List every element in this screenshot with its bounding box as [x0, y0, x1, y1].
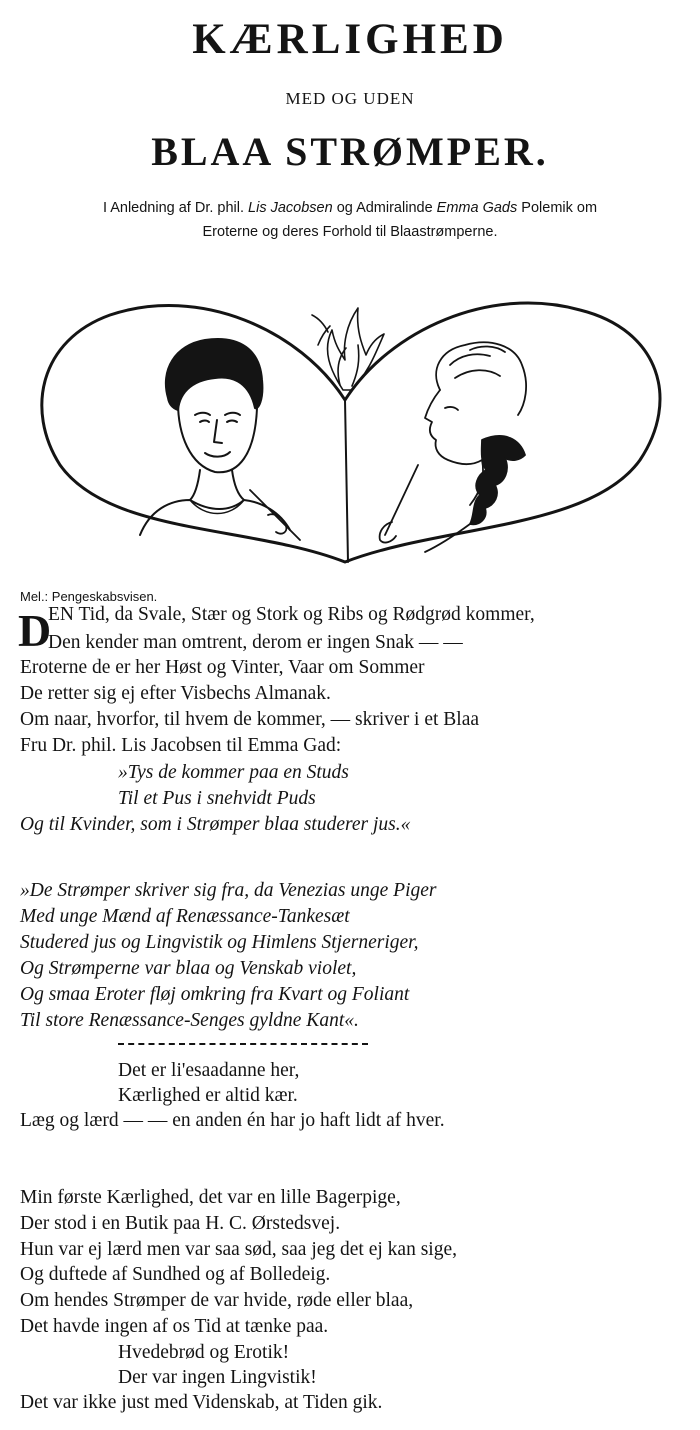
refrain-line: Læg og lærd — — en anden én har jo haft lidt af hver. [20, 1110, 445, 1131]
verse-line: Hun var ej lærd men var saa sød, saa jeg det ej kan sige, [20, 1239, 457, 1260]
verse-line: Hvedebrød og Erotik! [118, 1342, 290, 1363]
verse-line: Det havde ingen af os Tid at tænke paa. [20, 1316, 329, 1337]
woman-face [178, 402, 257, 472]
verse-line: Om naar, hvorfor, til hvem de kommer, — skriver i et Blaa [20, 709, 480, 730]
verse-line: Og smaa Eroter fløj omkring fra Kvart og Foliant [20, 984, 410, 1005]
verse-line: De retter sig ej efter Visbechs Almanak. [20, 683, 331, 704]
intro-text: I Anledning af Dr. phil. [102, 200, 249, 216]
verse-line: Der stod i en Butik paa H. C. Ørstedsvej. [20, 1213, 341, 1234]
old-woman-hair [436, 342, 526, 415]
heart-center-line [345, 400, 348, 562]
verse-line: »Tys de kommer paa en Studs [118, 762, 349, 783]
woman-portrait [140, 339, 300, 540]
heart-illustration [0, 290, 700, 575]
verse-line: Og Strømperne var blaa og Venskab violet, [20, 958, 357, 979]
verse-line: Det var ikke just med Videnskab, at Tiden gik. [20, 1392, 383, 1413]
verse-line: Til store Renæssance-Senges gyldne Kant«. [20, 1010, 359, 1031]
woman-hair [166, 339, 263, 410]
verse-line: Med unge Mænd af Renæssance-Tankesæt [20, 906, 350, 927]
intro-text: og Admiralinde [332, 200, 437, 216]
woman-shoulders [140, 500, 290, 535]
song-title: KÆRLIGHED [192, 16, 508, 63]
verse-line: EN Tid, da Svale, Stær og Stork og Ribs og Rødgrød kommer, [48, 604, 535, 625]
verse-line: Fru Dr. phil. Lis Jacobsen til Emma Gad: [20, 735, 342, 756]
drop-cap: D [18, 605, 52, 656]
verse-line: Og duftede af Sundhed og af Bolledeig. [20, 1264, 331, 1285]
verse-line: Min første Kærlighed, det var en lille Bagerpige, [20, 1187, 401, 1208]
verse-line: Og til Kvinder, som i Strømper blaa studerer jus.« [20, 814, 411, 835]
old-woman-portrait [380, 342, 526, 552]
intro-note [8, 196, 692, 244]
heart-frame [42, 303, 660, 562]
intro-name-emma-gad: Emma Gads [436, 200, 518, 216]
verse-line: Der var ingen Lingvistik! [118, 1367, 317, 1388]
old-woman-collar [470, 436, 525, 524]
intro-text: Polemik om [517, 200, 598, 216]
dashed-separator [118, 1043, 368, 1045]
verse-line: Studered jus og Lingvistik og Himlens Stjerneriger, [20, 932, 419, 953]
song-subtitle: BLAA STRØMPER. [151, 129, 549, 174]
verse-line: Den kender man omtrent, derom er ingen Snak — — [48, 632, 463, 653]
old-woman-pen [385, 465, 418, 535]
intro-text-line2: Eroterne og deres Forhold til Blaastrømperne. [202, 224, 498, 240]
melody-note: Mel.: Pengeskabsvisen. [20, 589, 158, 604]
flame-icon [312, 308, 384, 390]
refrain-line: Kærlighed er altid kær. [118, 1085, 298, 1106]
verse-line: Om hendes Strømper de var hvide, røde eller blaa, [20, 1290, 414, 1311]
refrain-line: Det er li'esaadanne her, [118, 1060, 300, 1081]
old-woman-profile [425, 390, 482, 464]
verse-line: Til et Pus i snehvidt Puds [118, 788, 316, 809]
intro-name-lis-jacobsen: Lis Jacobsen [248, 200, 333, 216]
verse-line: »De Strømper skriver sig fra, da Venezias unge Piger [20, 880, 437, 901]
verse-line: Eroterne de er her Høst og Vinter, Vaar om Sommer [20, 657, 425, 678]
song-title-middle: MED OG UDEN [285, 89, 415, 108]
